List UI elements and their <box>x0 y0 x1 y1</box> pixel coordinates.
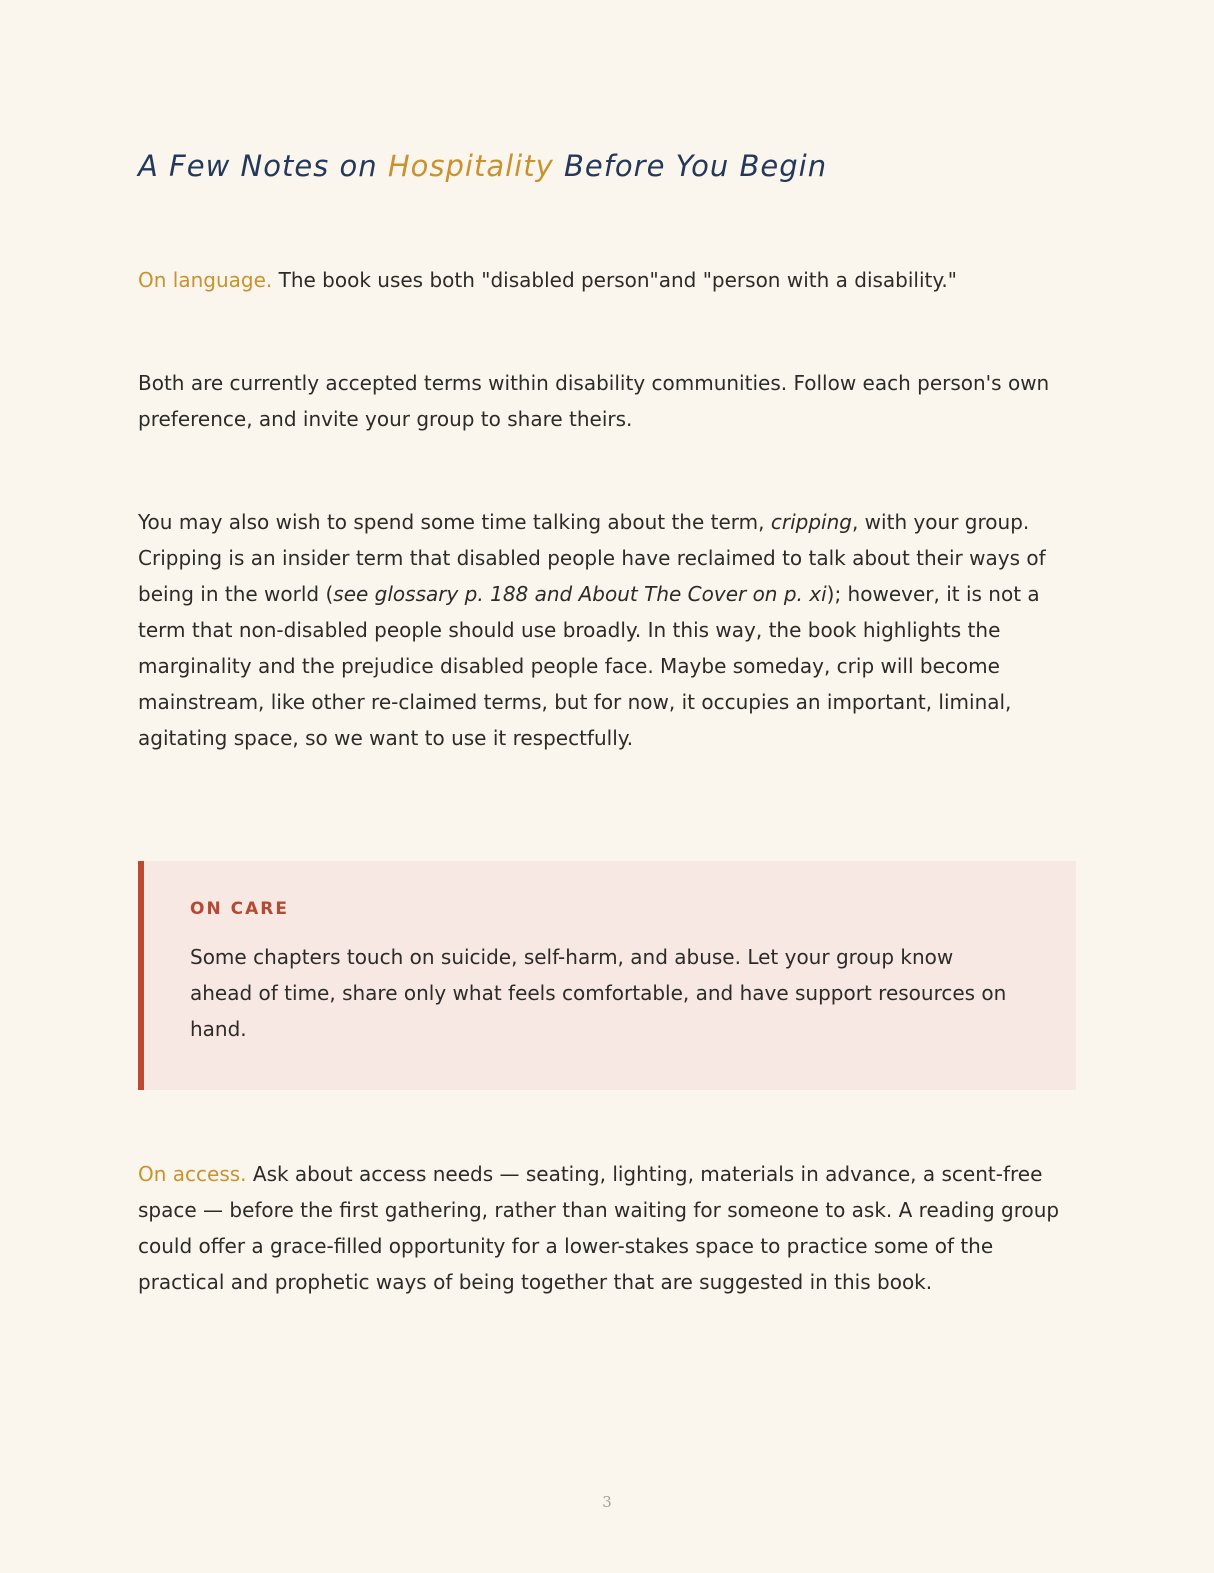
cripping-text-2: , with your group. Cripping is an insider term that disabled people have reclaimed to talk about their ways of being in the world ( <box>138 510 1046 606</box>
cripping-term: cripping <box>770 510 852 534</box>
page-title <box>138 146 827 186</box>
preference-paragraph: Both are currently accepted terms within disability communities. Follow each person's own preference, and invite your group to share theirs. <box>138 371 1050 431</box>
language-lead: On language. <box>138 268 273 292</box>
cripping-paragraph <box>138 504 1083 756</box>
cripping-text-3: ); however, it is not a term that non-disabled people should use broadly. In this way, the book highlights the marginality and the prejudice disabled people face. Maybe someday, crip will become mainstream, like other re-claimed terms, but for now, it occupies an important, liminal, agitating space, so we want to use it respectfully. <box>138 582 1040 750</box>
cripping-text-1: You may also wish to spend some time talking about the term, <box>138 510 771 534</box>
access-lead: On access. <box>138 1162 247 1186</box>
title-accent-word: Hospitality <box>387 149 554 183</box>
access-text: Ask about access needs — seating, lighting, materials in advance, a scent-free space — before the first gathering, rather than waiting for someone to ask. A reading group could offer a grace-filled opportunity for a lower-stakes space to practice some of the practical and prophetic ways of being together that are suggested in this book. <box>138 1162 1060 1294</box>
language-text: The book uses both "disabled person"and "person with a disability." <box>272 268 957 292</box>
glossary-reference: see glossary p. 188 and About The Cover on p. xi <box>333 582 827 606</box>
title-end: Before You Begin <box>553 149 828 183</box>
language-paragraph <box>138 262 1083 298</box>
care-body: Some chapters touch on suicide, self-harm, and abuse. Let your group know ahead of time, share only what feels comfortable, and have support resources on hand. <box>190 945 1007 1041</box>
page-number: 3 <box>602 1493 612 1511</box>
access-paragraph <box>138 1156 1083 1300</box>
care-heading: ON CARE <box>190 899 289 919</box>
title-start: A Few Notes on <box>138 149 388 183</box>
care-callout <box>138 861 1076 1090</box>
